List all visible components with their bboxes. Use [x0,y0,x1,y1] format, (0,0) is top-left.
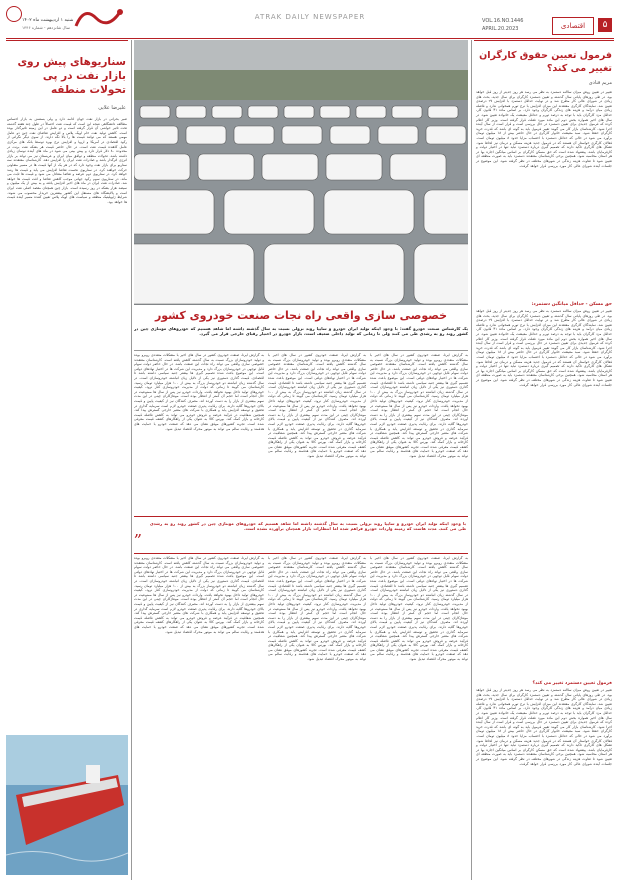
issue-line: سال شانزدهم - شماره ۱۴۴۶ [22,25,70,30]
pull-quote-box [134,516,468,554]
right-body-2: تغییر در تعیین روش میزان ساالنه دستمزد به نظر می رسد هر روز جدیتر از روز قبل خواهد بود. در طی روزهای پایانی سال گذشته و تعیین دستمزد کارگران برای سال جدید، بحث های زیادی در شورای عالی کار مطرح شد و در نهایت حداقل دستمزد با افزایش ۲۷ درصدی تعیین شد. نمایندگان کارگری معتقدند این میزان افزایش با نرخ تورم همخوانی ندارد و فاصله زیادی میان درآمد و هزینه های زندگی کارگران وجود دارد. بر اساس ماده ۴۱ قانون کار، حداقل مزد کارگران باید با توجه به درصد تورم و حداقل معیشت یک خانواده تعیین شود. در سال های اخیر همواره بخش دوم این ماده مورد غفلت قرار گرفته است. وزیر کار اعلام کرده که فرمول جدیدی برای تعیین دستمزد در حال بررسی است و قرار است از سال آینده اجرا شود. کارشناسان بازار کار می گویند تغییر فرمول باید به گونه ای باشد که قدرت خرید کارگران حفظ شود. سبد معیشت خانوار کارگری در حال حاضر بیش از ۱۸ میلیون تومان برآورد می شود در حالی که حداقل دستمزد با احتساب مزایا حدود ۸ میلیون تومان است. فعالان کارگری خواستار آن هستند که در فرمول جدید هزینه مسکن و درمان نیز لحاظ شود. تشکل های کارگری تاکید دارند که تصمیم گیری درباره دستمزد نباید تنها در اختیار دولت و کارفرمایان باشد. پیشنهاد شده است که حق مسکن کارگران بر اساس میانگین اجاره بها در هر استان محاسبه شود. همچنین برخی کارشناسان معتقدند دستمزد باید به صورت منطقه ای تعیین شود تا تفاوت هزینه زندگی در شهرهای مختلف در نظر گرفته شود. این موضوع در جلسات آینده شورای عالی کار مورد بررسی قرار خواهد گرفت. [476,309,612,387]
lead-rule [134,350,468,351]
main-lead: یک کارشناس صنعت خودرو گفت: با وجود اینکه تولید ایران خودرو و سایپا روند نزولی نسبت به سال گذشته داشته اما شاهد هستیم که خودروهای مونتاژی چین در کشور روند رو به رشدی طی می کنند ولی تا زمانی که تولید داخلی ضعیف است، بازار خودرو در اختیار رقبای خارجی قرار می گیرد. [134,326,468,337]
main-body-col-3: به گزارش ایرنا، صنعت خودروی کشور در سال های اخیر با مشکلات متعددی روبرو بوده و تولید خودروسازان بزرگ نسبت به سال گذشته کاهش یافته است. کارشناسان معتقدند خصوصی سازی واقعی می تواند راه نجات این صنعت باشد. در حال حاضر دولت سهام قابل توجهی در خودروسازان بزرگ دارد و مدیریت این شرکت ها در اختیار نهادهای دولتی است. این موضوع باعث شده تصمیم گیری ها بیشتر جنبه سیاسی داشته باشد تا اقتصادی. قیمت گذاری دستوری نیز یکی از دلایل زیان انباشته خودروسازان است. در سال گذشته زیان انباشته دو خودروساز بزرگ به بیش از ۱۰۰ هزار میلیارد تومان رسید. کارشناسان می گویند تا زمانی که دولت از مدیریت خودروسازی کنار نرود، کیفیت خودروهای تولید داخل بهبود نخواهد یافت. واردات خودرو نیز پس از سال ها ممنوعیت در حال انجام است اما حجم آن کمتر از انتظار بوده است. مونتاژکاران چینی در این مدت سهم بیشتری از بازار را به دست آورده اند. مصرف کنندگان نیز از کیفیت پایین و قیمت بالای خودروها گلایه دارند. برای رقابت پذیری صنعت خودرو لازم است سرمایه گذاری در تحقیق و توسعه افزایش یابد و همکاری با شرکت های معتبر خارجی گسترش پیدا کند. همچنین شفافیت در فرآیند عرضه و فروش خودرو می تواند به کاهش فاصله قیمت کارخانه و بازار کمک کند. بورس کالا به عنوان یکی از راهکارهای کشف قیمت معرفی شده است. تجربه کشورهای موفق نشان می دهد که صنعت خودرو با حمایت های هدفمند و رقابت سالم می تواند به موتور محرک اقتصاد تبدیل شود. [134,353,264,431]
main-body-col-5: به گزارش ایرنا، صنعت خودروی کشور در سال های اخیر با مشکلات متعددی روبرو بوده و تولید خودروسازان بزرگ نسبت به سال گذشته کاهش یافته است. کارشناسان معتقدند خصوصی سازی واقعی می تواند راه نجات این صنعت باشد. در حال حاضر دولت سهام قابل توجهی در خودروسازان بزرگ دارد و مدیریت این شرکت ها در اختیار نهادهای دولتی است. این موضوع باعث شده تصمیم گیری ها بیشتر جنبه سیاسی داشته باشد تا اقتصادی. قیمت گذاری دستوری نیز یکی از دلایل زیان انباشته خودروسازان است. در سال گذشته زیان انباشته دو خودروساز بزرگ به بیش از ۱۰۰ هزار میلیارد تومان رسید. کارشناسان می گویند تا زمانی که دولت از مدیریت خودروسازی کنار نرود، کیفیت خودروهای تولید داخل بهبود نخواهد یافت. واردات خودرو نیز پس از سال ها ممنوعیت در حال انجام است اما حجم آن کمتر از انتظار بوده است. مونتاژکاران چینی در این مدت سهم بیشتری از بازار را به دست آورده اند. مصرف کنندگان نیز از کیفیت پایین و قیمت بالای خودروها گلایه دارند. برای رقابت پذیری صنعت خودرو لازم است سرمایه گذاری در تحقیق و توسعه افزایش یابد و همکاری با شرکت های معتبر خارجی گسترش پیدا کند. همچنین شفافیت در فرآیند عرضه و فروش خودرو می تواند به کاهش فاصله قیمت کارخانه و بازار کمک کند. بورس کالا به عنوان یکی از راهکارهای کشف قیمت معرفی شده است. تجربه کشورهای موفق نشان می دهد که صنعت خودرو با حمایت های هدفمند و رقابت سالم می تواند به موتور محرک اقتصاد تبدیل شود. [268,556,366,662]
newspaper-name: ATRAK DAILY NEWSPAPER [254,13,366,21]
pull-quote-text: با وجود اینکه تولید ایران خودرو و سایپا روند نزولی نسبت به سال گذشته داشته اما شاهد هستیم که خودروهای مونتاژی چین در کشور روند رو به رشدی طی می کنند. مدت هاست که زمینه واردات خودرو فراهم شده اما انتظارات بازار همچنان برآورده نشده است. [150,521,466,532]
left-headline: سناریوهای پیش روی بازار نفت در پی تحولات منطقه [6,40,128,101]
right-article [474,40,614,880]
main-body-col-2: به گزارش ایرنا، صنعت خودروی کشور در سال های اخیر با مشکلات متعددی روبرو بوده و تولید خودروسازان بزرگ نسبت به سال گذشته کاهش یافته است. کارشناسان معتقدند خصوصی سازی واقعی می تواند راه نجات این صنعت باشد. در حال حاضر دولت سهام قابل توجهی در خودروسازان بزرگ دارد و مدیریت این شرکت ها در اختیار نهادهای دولتی است. این موضوع باعث شده تصمیم گیری ها بیشتر جنبه سیاسی داشته باشد تا اقتصادی. قیمت گذاری دستوری نیز یکی از دلایل زیان انباشته خودروسازان است. در سال گذشته زیان انباشته دو خودروساز بزرگ به بیش از ۱۰۰ هزار میلیارد تومان رسید. کارشناسان می گویند تا زمانی که دولت از مدیریت خودروسازی کنار نرود، کیفیت خودروهای تولید داخل بهبود نخواهد یافت. واردات خودرو نیز پس از سال ها ممنوعیت در حال انجام است اما حجم آن کمتر از انتظار بوده است. مونتاژکاران چینی در این مدت سهم بیشتری از بازار را به دست آورده اند. مصرف کنندگان نیز از کیفیت پایین و قیمت بالای خودروها گلایه دارند. برای رقابت پذیری صنعت خودرو لازم است سرمایه گذاری در تحقیق و توسعه افزایش یابد و همکاری با شرکت های معتبر خارجی گسترش پیدا کند. همچنین شفافیت در فرآیند عرضه و فروش خودرو می تواند به کاهش فاصله قیمت کارخانه و بازار کمک کند. بورس کالا به عنوان یکی از راهکارهای کشف قیمت معرفی شده است. تجربه کشورهای موفق نشان می دهد که صنعت خودرو با حمایت های هدفمند و رقابت سالم می تواند به موتور محرک اقتصاد تبدیل شود. [268,353,366,459]
right-subhead-1: حق مسکن - حداقل میانگین دستمزد: [531,302,612,307]
left-author: علیرضا علایی [98,105,126,111]
section-label: اقتصادی [552,17,594,35]
left-article [6,40,128,880]
page-header [0,0,620,38]
oil-tanker-photo [6,735,128,875]
left-body: صبر بحرانی در بازار نفت جهان ادامه دارد و ولی بستنش به بازار احساس مطالعه دانشگاهی نتیجه این است که قیمت نفت احتمالاً در طول چند هفته گذشته تحت تاثیر حواشی آن قرار گرفته است و دو عامل در این زمینه تاثیرگذار بوده است. کاهش تولید نفت خام اوپک پلاس و افزایش تقاضای نفت چین دو عامل مهمی هستند که می توانند قیمت ها را بالا نگه دارند. از سوی دیگر نگرانی از رکود اقتصادی در آمریکا و اروپا و افزایش نرخ بهره توسط بانک های مرکزی عامل کاهنده قیمت نفت است. در حال حاضر قیمت هر بشکه نفت برنت در محدوده ۸۰ دلار قرار دارد و پیش بینی می شود در ماه های آینده نوسان زیادی داشته باشد. تحولات منطقه و توافق میان ایران و عربستان نیز می تواند بر بازار انرژی اثرگذار باشد و صادرات نفت ایران را افزایش دهد. کارشناسان معتقدند سه سناریو برای بازار نفت وجود دارد که در هر یک از آنها قیمت ها در مسیر متفاوتی حرکت خواهند کرد. در سناریوی نخست تقاضا افزایش می یابد و قیمت ها رشد خواهد کرد. در سناریوی دوم عرضه و تقاضا متعادل می شود و قیمت ها ثابت می ماند. در سناریوی سوم رکود جهانی موجب کاهش تقاضا و افت قیمت ها خواهد شد. صادرات نفت ایران در ماه های اخیر افزایش یافته و به بیش از یک میلیون و سیصد هزار بشکه در روز رسیده است. بازار چین همچنان مقصد اصلی نفت ایران است و پالایشگاه های مستقل این کشور بیشترین خریدار محسوب می شوند. شرایط ژئوپلیتیک منطقه و سیاست های اوپک پلاس تعیین کننده مسیر آینده قیمت ها خواهد بود. [7,117,127,204]
main-body-col-6: به گزارش ایرنا، صنعت خودروی کشور در سال های اخیر با مشکلات متعددی روبرو بوده و تولید خودروسازان بزرگ نسبت به سال گذشته کاهش یافته است. کارشناسان معتقدند خصوصی سازی واقعی می تواند راه نجات این صنعت باشد. در حال حاضر دولت سهام قابل توجهی در خودروسازان بزرگ دارد و مدیریت این شرکت ها در اختیار نهادهای دولتی است. این موضوع باعث شده تصمیم گیری ها بیشتر جنبه سیاسی داشته باشد تا اقتصادی. قیمت گذاری دستوری نیز یکی از دلایل زیان انباشته خودروسازان است. در سال گذشته زیان انباشته دو خودروساز بزرگ به بیش از ۱۰۰ هزار میلیارد تومان رسید. کارشناسان می گویند تا زمانی که دولت از مدیریت خودروسازی کنار نرود، کیفیت خودروهای تولید داخل بهبود نخواهد یافت. واردات خودرو نیز پس از سال ها ممنوعیت در حال انجام است اما حجم آن کمتر از انتظار بوده است. مونتاژکاران چینی در این مدت سهم بیشتری از بازار را به دست آورده اند. مصرف کنندگان نیز از کیفیت پایین و قیمت بالای خودروها گلایه دارند. برای رقابت پذیری صنعت خودرو لازم است سرمایه گذاری در تحقیق و توسعه افزایش یابد و همکاری با شرکت های معتبر خارجی گسترش پیدا کند. همچنین شفافیت در فرآیند عرضه و فروش خودرو می تواند به کاهش فاصله قیمت کارخانه و بازار کمک کند. بورس کالا به عنوان یکی از راهکارهای کشف قیمت معرفی شده است. تجربه کشورهای موفق نشان می دهد که صنعت خودرو با حمایت های هدفمند و رقابت سالم می تواند به موتور محرک اقتصاد تبدیل شود. [134,556,264,634]
pull-quote-mark: „ [134,521,143,540]
date-line: شنبه ۱ اردیبهشت ماه ۱۴۰۲ [22,18,74,23]
logo-seal [6,6,22,22]
header-rule [6,38,614,39]
page-number-badge: ۵ [598,18,612,32]
main-headline: خصوصی سازی واقعی راه نجات صنعت خودروی کشور [154,309,448,322]
right-subhead-2: فرمول تعیین دستمزد تغییر می کند؟ [532,681,612,686]
right-author: مریم قنادی [588,80,612,86]
main-body-col-1: به گزارش ایرنا، صنعت خودروی کشور در سال های اخیر با مشکلات متعددی روبرو بوده و تولید خودروسازان بزرگ نسبت به سال گذشته کاهش یافته است. کارشناسان معتقدند خصوصی سازی واقعی می تواند راه نجات این صنعت باشد. در حال حاضر دولت سهام قابل توجهی در خودروسازان بزرگ دارد و مدیریت این شرکت ها در اختیار نهادهای دولتی است. این موضوع باعث شده تصمیم گیری ها بیشتر جنبه سیاسی داشته باشد تا اقتصادی. قیمت گذاری دستوری نیز یکی از دلایل زیان انباشته خودروسازان است. در سال گذشته زیان انباشته دو خودروساز بزرگ به بیش از ۱۰۰ هزار میلیارد تومان رسید. کارشناسان می گویند تا زمانی که دولت از مدیریت خودروسازی کنار نرود، کیفیت خودروهای تولید داخل بهبود نخواهد یافت. واردات خودرو نیز پس از سال ها ممنوعیت در حال انجام است اما حجم آن کمتر از انتظار بوده است. مونتاژکاران چینی در این مدت سهم بیشتری از بازار را به دست آورده اند. مصرف کنندگان نیز از کیفیت پایین و قیمت بالای خودروها گلایه دارند. برای رقابت پذیری صنعت خودرو لازم است سرمایه گذاری در تحقیق و توسعه افزایش یابد و همکاری با شرکت های معتبر خارجی گسترش پیدا کند. همچنین شفافیت در فرآیند عرضه و فروش خودرو می تواند به کاهش فاصله قیمت کارخانه و بازار کمک کند. بورس کالا به عنوان یکی از راهکارهای کشف قیمت معرفی شده است. تجربه کشورهای موفق نشان می دهد که صنعت خودرو با حمایت های هدفمند و رقابت سالم می تواند به موتور محرک اقتصاد تبدیل شود. [370,353,468,459]
main-body-col-4: به گزارش ایرنا، صنعت خودروی کشور در سال های اخیر با مشکلات متعددی روبرو بوده و تولید خودروسازان بزرگ نسبت به سال گذشته کاهش یافته است. کارشناسان معتقدند خصوصی سازی واقعی می تواند راه نجات این صنعت باشد. در حال حاضر دولت سهام قابل توجهی در خودروسازان بزرگ دارد و مدیریت این شرکت ها در اختیار نهادهای دولتی است. این موضوع باعث شده تصمیم گیری ها بیشتر جنبه سیاسی داشته باشد تا اقتصادی. قیمت گذاری دستوری نیز یکی از دلایل زیان انباشته خودروسازان است. در سال گذشته زیان انباشته دو خودروساز بزرگ به بیش از ۱۰۰ هزار میلیارد تومان رسید. کارشناسان می گویند تا زمانی که دولت از مدیریت خودروسازی کنار نرود، کیفیت خودروهای تولید داخل بهبود نخواهد یافت. واردات خودرو نیز پس از سال ها ممنوعیت در حال انجام است اما حجم آن کمتر از انتظار بوده است. مونتاژکاران چینی در این مدت سهم بیشتری از بازار را به دست آورده اند. مصرف کنندگان نیز از کیفیت پایین و قیمت بالای خودروها گلایه دارند. برای رقابت پذیری صنعت خودرو لازم است سرمایه گذاری در تحقیق و توسعه افزایش یابد و همکاری با شرکت های معتبر خارجی گسترش پیدا کند. همچنین شفافیت در فرآیند عرضه و فروش خودرو می تواند به کاهش فاصله قیمت کارخانه و بازار کمک کند. بورس کالا به عنوان یکی از راهکارهای کشف قیمت معرفی شده است. تجربه کشورهای موفق نشان می دهد که صنعت خودرو با حمایت های هدفمند و رقابت سالم می تواند به موتور محرک اقتصاد تبدیل شود. [370,556,468,662]
right-body-3: تغییر در تعیین روش میزان ساالنه دستمزد به نظر می رسد هر روز جدیتر از روز قبل خواهد بود. در طی روزهای پایانی سال گذشته و تعیین دستمزد کارگران برای سال جدید، بحث های زیادی در شورای عالی کار مطرح شد و در نهایت حداقل دستمزد با افزایش ۲۷ درصدی تعیین شد. نمایندگان کارگری معتقدند این میزان افزایش با نرخ تورم همخوانی ندارد و فاصله زیادی میان درآمد و هزینه های زندگی کارگران وجود دارد. بر اساس ماده ۴۱ قانون کار، حداقل مزد کارگران باید با توجه به درصد تورم و حداقل معیشت یک خانواده تعیین شود. در سال های اخیر همواره بخش دوم این ماده مورد غفلت قرار گرفته است. وزیر کار اعلام کرده که فرمول جدیدی برای تعیین دستمزد در حال بررسی است و قرار است از سال آینده اجرا شود. کارشناسان بازار کار می گویند تغییر فرمول باید به گونه ای باشد که قدرت خرید کارگران حفظ شود. سبد معیشت خانوار کارگری در حال حاضر بیش از ۱۸ میلیون تومان برآورد می شود در حالی که حداقل دستمزد با احتساب مزایا حدود ۸ میلیون تومان است. فعالان کارگری خواستار آن هستند که در فرمول جدید هزینه مسکن و درمان نیز لحاظ شود. تشکل های کارگری تاکید دارند که تصمیم گیری درباره دستمزد نباید تنها در اختیار دولت و کارفرمایان باشد. پیشنهاد شده است که حق مسکن کارگران بر اساس میانگین اجاره بها در هر استان محاسبه شود. همچنین برخی کارشناسان معتقدند دستمزد باید به صورت منطقه ای تعیین شود تا تفاوت هزینه زندگی در شهرهای مختلف در نظر گرفته شود. این موضوع در جلسات آینده شورای عالی کار مورد بررسی قرار خواهد گرفت. [476,688,612,766]
vol-line: VOL.16.NO.1446 [482,18,524,24]
date-en: APRIL.20.2023 [482,26,519,32]
col-divider-right [471,40,472,880]
parked-cars-photo [134,40,468,305]
right-headline: فرمول تعیین حقوق کارگران تغییر می کند؟ [474,40,614,77]
newspaper-logo [70,4,130,34]
right-body-1: تغییر در تعیین روش میزان ساالنه دستمزد به نظر می رسد هر روز جدیتر از روز قبل خواهد بود. در طی روزهای پایانی سال گذشته و تعیین دستمزد کارگران برای سال جدید، بحث های زیادی در شورای عالی کار مطرح شد و در نهایت حداقل دستمزد با افزایش ۲۷ درصدی تعیین شد. نمایندگان کارگری معتقدند این میزان افزایش با نرخ تورم همخوانی ندارد و فاصله زیادی میان درآمد و هزینه های زندگی کارگران وجود دارد. بر اساس ماده ۴۱ قانون کار، حداقل مزد کارگران باید با توجه به درصد تورم و حداقل معیشت یک خانواده تعیین شود. در سال های اخیر همواره بخش دوم این ماده مورد غفلت قرار گرفته است. وزیر کار اعلام کرده که فرمول جدیدی برای تعیین دستمزد در حال بررسی است و قرار است از سال آینده اجرا شود. کارشناسان بازار کار می گویند تغییر فرمول باید به گونه ای باشد که قدرت خرید کارگران حفظ شود. سبد معیشت خانوار کارگری در حال حاضر بیش از ۱۸ میلیون تومان برآورد می شود در حالی که حداقل دستمزد با احتساب مزایا حدود ۸ میلیون تومان است. فعالان کارگری خواستار آن هستند که در فرمول جدید هزینه مسکن و درمان نیز لحاظ شود. تشکل های کارگری تاکید دارند که تصمیم گیری درباره دستمزد نباید تنها در اختیار دولت و کارفرمایان باشد. پیشنهاد شده است که حق مسکن کارگران بر اساس میانگین اجاره بها در هر استان محاسبه شود. همچنین برخی کارشناسان معتقدند دستمزد باید به صورت منطقه ای تعیین شود تا تفاوت هزینه زندگی در شهرهای مختلف در نظر گرفته شود. این موضوع در جلسات آینده شورای عالی کار مورد بررسی قرار خواهد گرفت. [476,90,612,168]
col-divider-left [131,40,132,880]
